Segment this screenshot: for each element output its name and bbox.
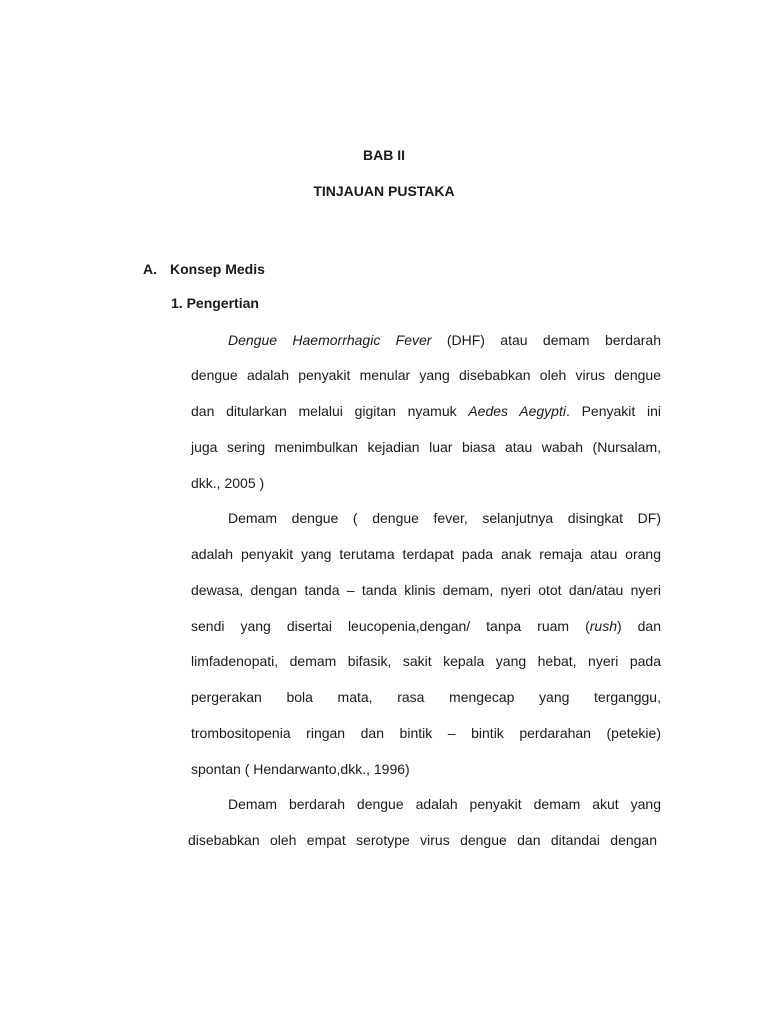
paragraph-line: sendi yang disertai leucopenia,dengan/ tanpa ruam (rush) dan xyxy=(191,618,661,634)
term-aedes: Aedes Aegypti xyxy=(468,403,566,419)
paragraph-line: trombositopenia ringan dan bintik – bintik perdarahan (petekie) xyxy=(191,725,661,741)
paragraph-line: dewasa, dengan tanda – tanda klinis demam, nyeri otot dan/atau nyeri xyxy=(191,582,661,598)
paragraph-line: Demam dengue ( dengue fever, selanjutnya disingkat DF) xyxy=(228,510,661,526)
paragraph-line: adalah penyakit yang terutama terdapat pada anak remaja atau orang xyxy=(191,546,661,562)
chapter-title: TINJAUAN PUSTAKA xyxy=(313,183,455,199)
paragraph-line: dan ditularkan melalui gigitan nyamuk Aedes Aegypti. Penyakit ini xyxy=(191,403,662,419)
chapter-heading: BAB II xyxy=(363,147,405,163)
paragraph-line: spontan ( Hendarwanto,dkk., 1996) xyxy=(191,761,410,777)
section-marker: A. xyxy=(143,261,157,277)
term-dhf: Dengue Haemorrhagic Fever xyxy=(228,332,432,348)
subsection-heading: 1. Pengertian xyxy=(171,295,259,311)
paragraph-line: dengue adalah penyakit menular yang disebabkan oleh virus dengue xyxy=(191,367,661,383)
paragraph-line: juga sering menimbulkan kejadian luar biasa atau wabah (Nursalam, xyxy=(191,439,661,455)
paragraph-line: Dengue Haemorrhagic Fever (DHF) atau demam berdarah xyxy=(228,332,661,348)
paragraph-line: dkk., 2005 ) xyxy=(191,475,265,491)
section-heading xyxy=(143,261,265,277)
paragraph-line: limfadenopati, demam bifasik, sakit kepala yang hebat, nyeri pada xyxy=(191,653,661,669)
paragraph-line: pergerakan bola mata, rasa mengecap yang terganggu, xyxy=(191,689,661,705)
section-title: Konsep Medis xyxy=(170,261,265,277)
term-rush: rush xyxy=(589,618,617,634)
paragraph-line: Demam berdarah dengue adalah penyakit demam akut yang xyxy=(228,796,661,812)
paragraph-line: disebabkan oleh empat serotype virus dengue dan ditandai dengan xyxy=(188,832,657,848)
